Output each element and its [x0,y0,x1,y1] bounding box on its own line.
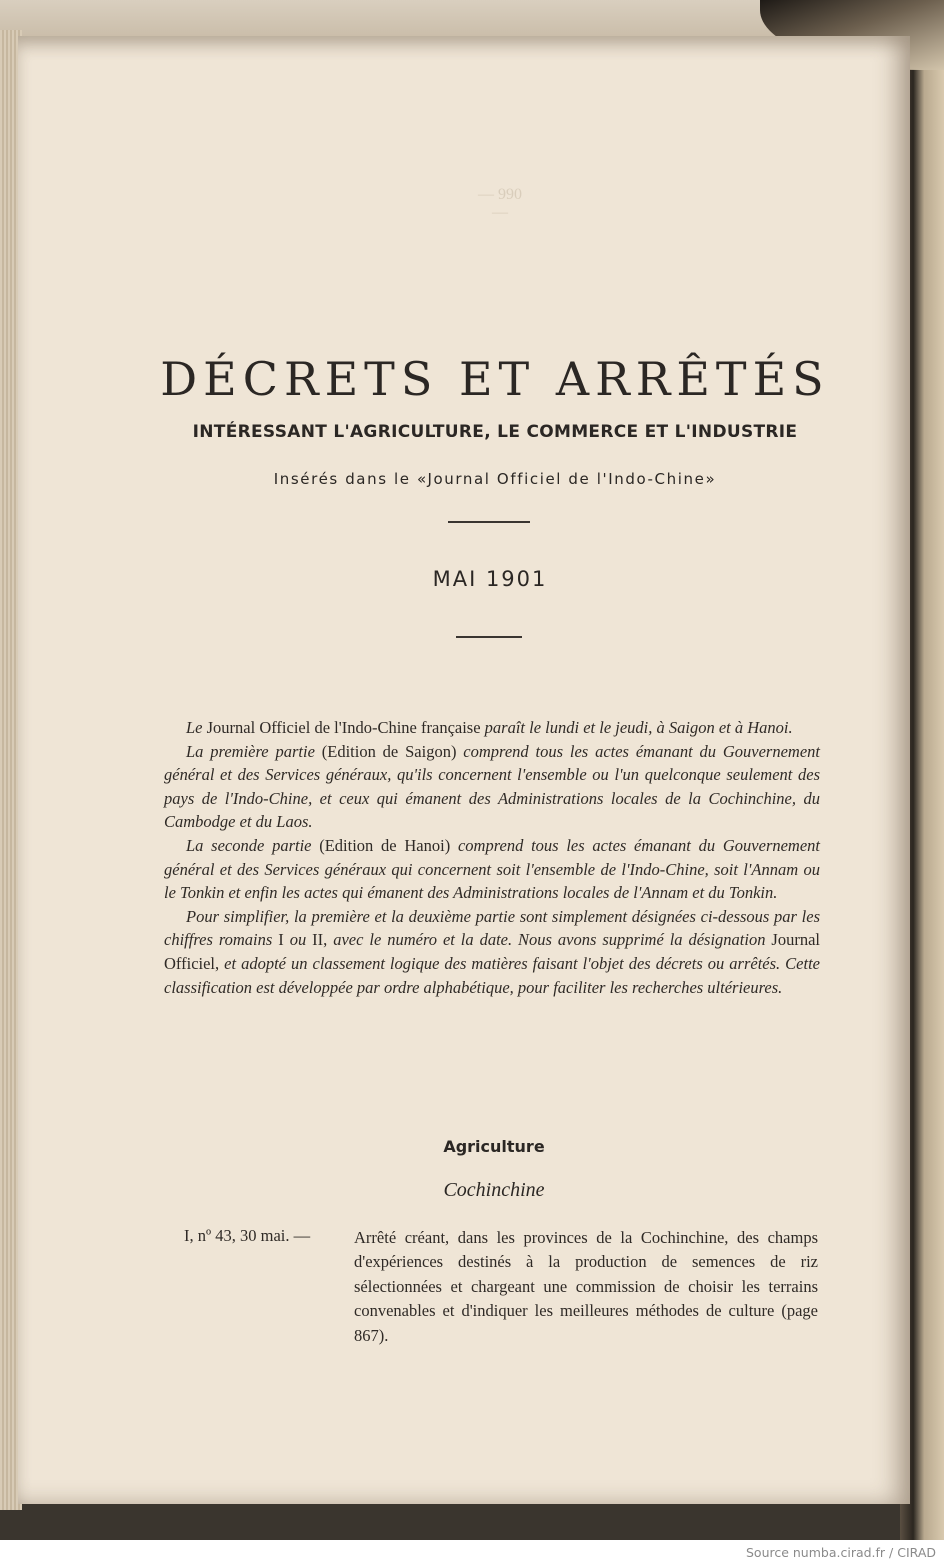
inserted-line: Insérés dans le «Journal Officiel de l'Indo-Chine» [273,470,717,488]
intro-paragraph: Le Journal Officiel de l'Indo-Chine française paraît le lundi et le jeudi, à Saigon et à Hanoi. [186,718,793,737]
intro-paragraph: Pour simplifier, la première et la deuxième partie sont simplement désignées ci-dessous par les chiffres romains I ou II, avec le numéro et la date. Nous avons supprimé la désignation Journal Officiel, et adopté un classement logique des matières faisant l'objet des décrets ou arrêtés. Cette classification est développée par ordre alphabétique, pour faciliter les recherches ultérieures. [164,906,820,997]
intro-text [164,716,820,999]
intro-paragraph: La première partie (Edition de Saigon) comprend tous les actes émanant du Gouvernement général et des Services généraux, qu'ils concernent l'ensemble ou l'un quelconque seulement des pays de l'Indo-Chine, et ceux qui émanent des Administrations locales de la Cochinchine, du Cambodge et du Laos. [164,741,820,832]
divider-rule [456,636,522,638]
section-heading: Agriculture [443,1137,545,1156]
month-heading: MAI 1901 [432,567,548,591]
entry-reference: I, nº 43, 30 mai. — [184,1226,311,1245]
page-title: DÉCRETS ET ARRÊTÉS [160,352,830,406]
source-credit: Source numba.cirad.fr / CIRAD [745,1545,936,1560]
entry-text: Arrêté créant, dans les provinces de la Cochinchine, des champs d'expériences destinés à la production de semences de riz sélectionnées et chargeant une commission de choisir les terrains convenables et d'indiquer les meilleures méthodes de culture (page 867). [354,1228,818,1345]
page-top-edge [0,0,840,40]
region-heading: Cochinchine [443,1179,545,1201]
page-subtitle: INTÉRESSANT L'AGRICULTURE, LE COMMERCE ET L'INDUSTRIE [192,422,798,442]
divider-rule [448,521,530,523]
page-number: — 990 — [478,186,522,221]
intro-paragraph: La seconde partie (Edition de Hanoi) comprend tous les actes émanant du Gouvernement général et des Services généraux qui concernent soit l'ensemble de l'Indo-Chine, soit l'Annam ou le Tonkin et enfin les actes qui émanent des Administrations locales de l'Annam et du Tonkin. [164,835,821,903]
